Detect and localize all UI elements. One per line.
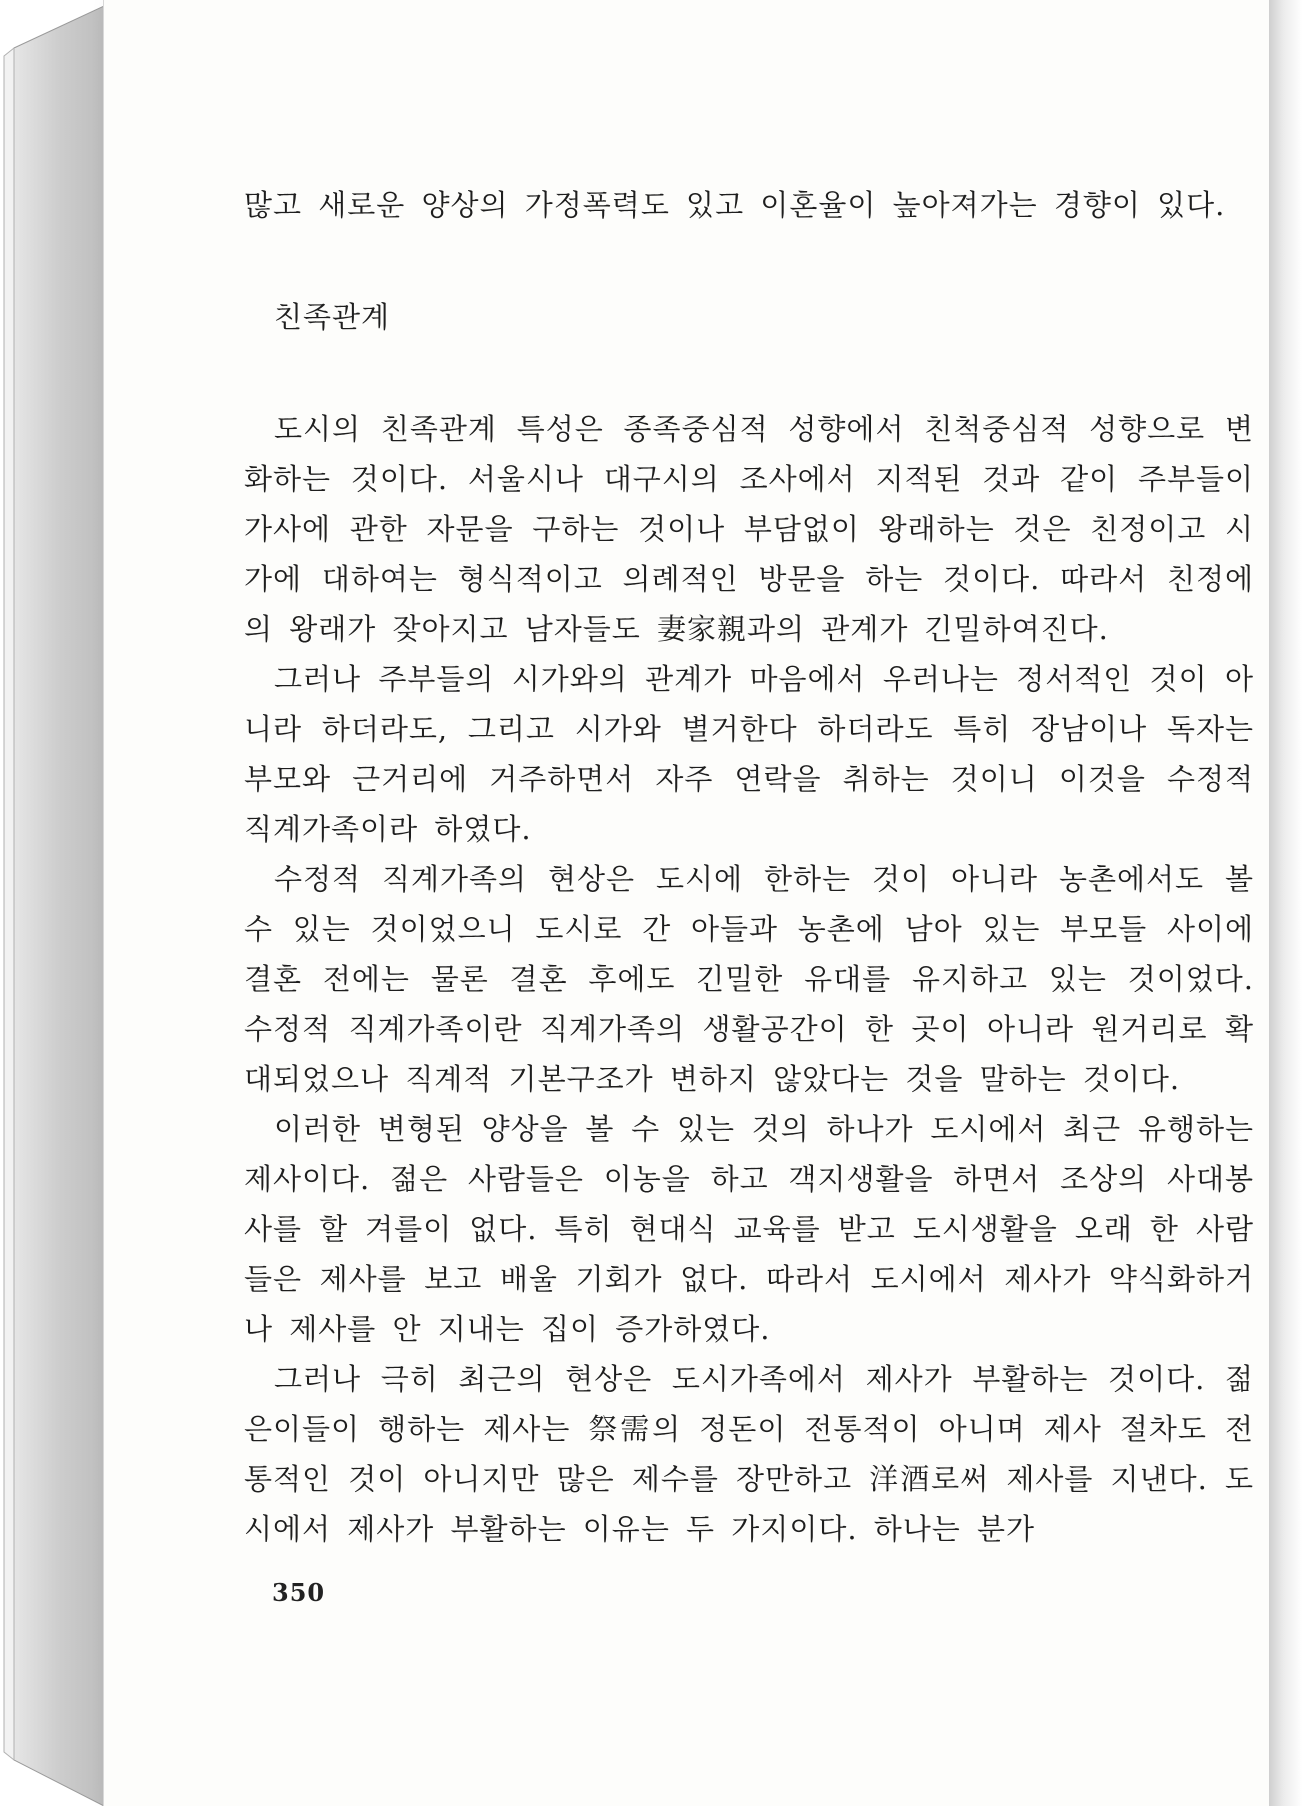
body-paragraph: 그러나 극히 최근의 현상은 도시가족에서 제사가 부활하는 것이다. 젊은이들이 행하는 제사는 祭需의 정돈이 전통적이 아니며 제사 절차도 전통적인 것이 아니지만 많은 제수를 장만하고 洋酒로써 제사를 지낸다. 도시에서 제사가 부활하는 이유는 두 가지이다. 하나는 분가 (244, 1362, 1254, 1546)
book-page (104, 0, 1269, 1806)
body-paragraph: 그러나 주부들의 시가와의 관계가 마음에서 우러나는 정서적인 것이 아니라 하더라도, 그리고 시가와 별거한다 하더라도 특히 장남이나 독자는 부모와 근거리에 거주하면서 자주 연락을 취하는 것이니 이것을 수정적 직계가족이라 하였다. (244, 662, 1254, 846)
opening-paragraph: 많고 새로운 양상의 가정폭력도 있고 이혼율이 높아져가는 경향이 있다. (244, 188, 1226, 222)
book-spine-shape (0, 0, 110, 1806)
body-paragraph: 이러한 변형된 양상을 볼 수 있는 것의 하나가 도시에서 최근 유행하는 제사이다. 젊은 사람들은 이농을 하고 객지생활을 하면서 조상의 사대봉사를 할 겨를이 없다. 특히 현대식 교육를 받고 도시생활을 오래 한 사람들은 제사를 보고 배울 기회가 없다. 따라서 도시에서 제사가 약식화하거나 제사를 안 지내는 집이 증가하였다. (244, 1112, 1254, 1346)
book-spine (0, 0, 110, 1806)
body-paragraph: 수정적 직계가족의 현상은 도시에 한하는 것이 아니라 농촌에서도 볼 수 있는 것이었으니 도시로 간 아들과 농촌에 남아 있는 부모들 사이에 결혼 전에는 물론 결혼 후에도 긴밀한 유대를 유지하고 있는 것이었다. 수정적 직계가족이란 직계가족의 생활공간이 한 곳이 아니라 원거리로 확대되었으나 직계적 기본구조가 변하지 않았다는 것을 말하는 것이다. (244, 862, 1254, 1096)
page-text-block (244, 180, 1254, 1554)
page-edge-shadow (1269, 0, 1302, 1806)
page-number: 350 (272, 1578, 326, 1607)
section-heading: 친족관계 (274, 300, 391, 334)
body-paragraph: 도시의 친족관계 특성은 종족중심적 성향에서 친척중심적 성향으로 변화하는 것이다. 서울시나 대구시의 조사에서 지적된 것과 같이 주부들이 가사에 관한 자문을 구하는 것이나 부담없이 왕래하는 것은 친정이고 시가에 대하여는 형식적이고 의례적인 방문을 하는 것이다. 따라서 친정에의 왕래가 잦아지고 남자들도 妻家親과의 관계가 긴밀하여진다. (244, 412, 1254, 646)
